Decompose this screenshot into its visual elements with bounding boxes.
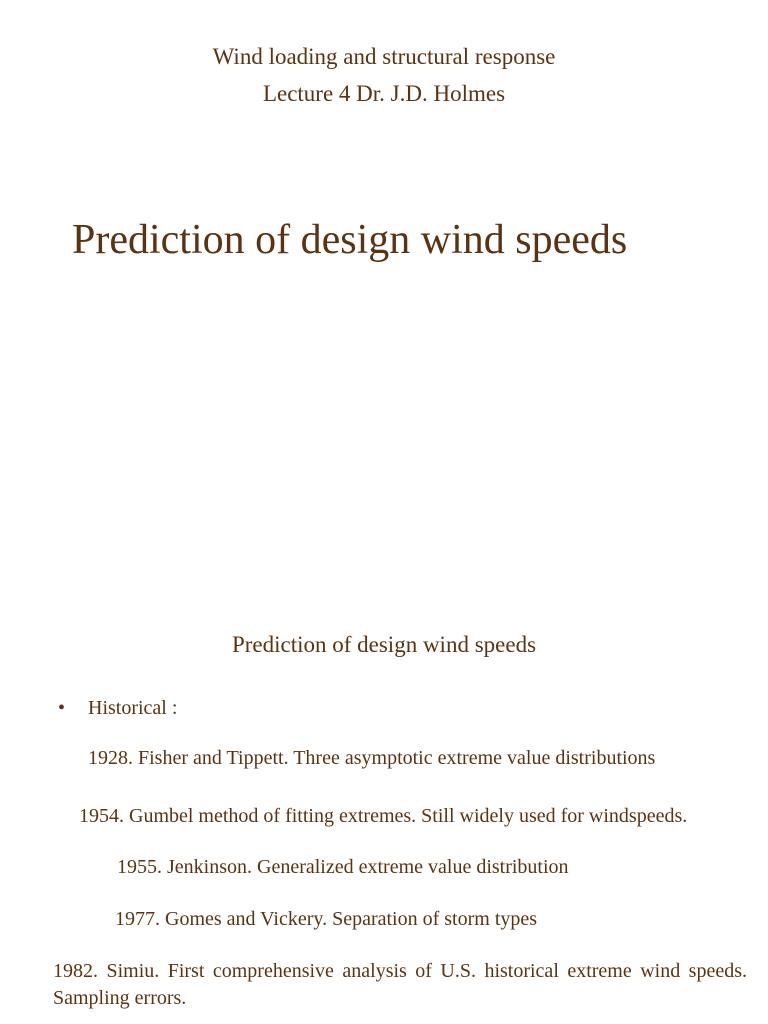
list-item: 1928. Fisher and Tippett. Three asymptotic extreme value distributions bbox=[88, 747, 656, 769]
slide-heading: Prediction of design wind speeds bbox=[231, 632, 537, 657]
bullet-icon: • bbox=[58, 697, 66, 719]
list-item: 1954. Gumbel method of fitting extremes. Still widely used for windspeeds. bbox=[79, 805, 688, 827]
list-item: 1955. Jenkinson. Generalized extreme value distribution bbox=[117, 856, 569, 878]
list-item: 1982. Simiu. First comprehensive analysis of U.S. historical extreme wind speeds. Sampling errors. bbox=[53, 960, 747, 1009]
page-title: Prediction of design wind speeds bbox=[72, 217, 628, 263]
lecture-info: Lecture 4 Dr. J.D. Holmes bbox=[262, 81, 506, 106]
list-item: 1977. Gomes and Vickery. Separation of storm types bbox=[115, 908, 538, 930]
bullet-label: Historical : bbox=[88, 697, 178, 719]
course-title: Wind loading and structural response bbox=[212, 44, 556, 69]
